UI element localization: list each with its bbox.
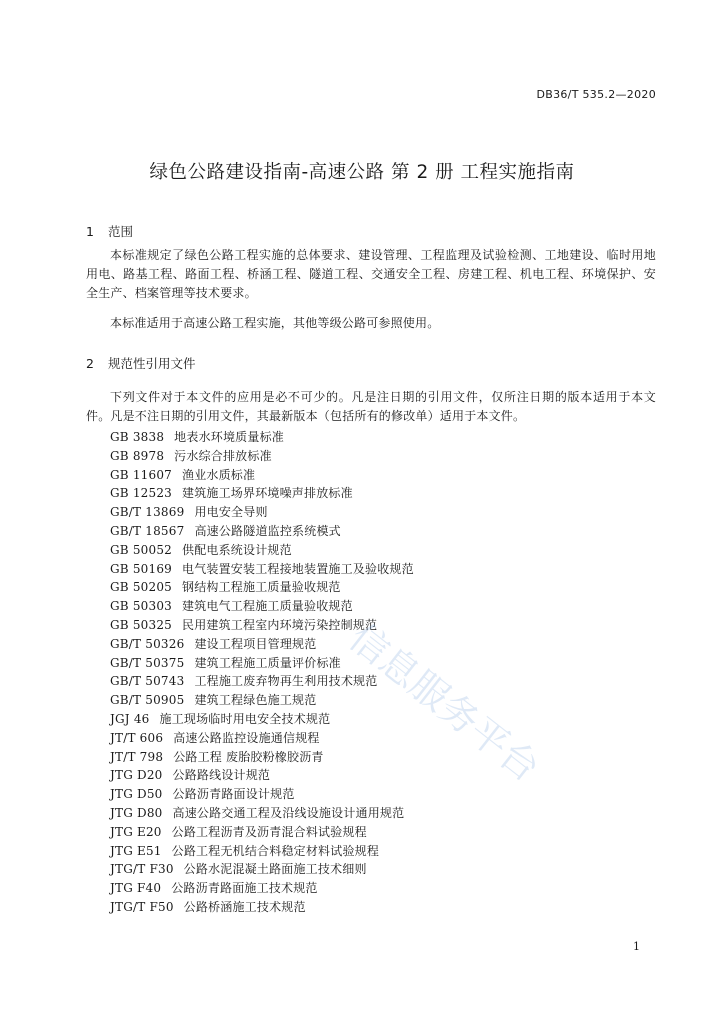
reference-item <box>110 466 414 485</box>
reference-title: 高速公路隧道监控系统模式 <box>194 523 341 538</box>
reference-item <box>110 635 414 654</box>
reference-item <box>110 710 414 729</box>
reference-item <box>110 484 414 503</box>
watermark-text: 信息服务平台 <box>341 615 548 791</box>
reference-item <box>110 804 414 823</box>
reference-item <box>110 597 414 616</box>
reference-code: JT/T 606 <box>110 730 164 745</box>
section-title: 范围 <box>108 224 134 239</box>
reference-code: GB 8978 <box>110 448 165 463</box>
reference-title: 钢结构工程施工质量验收规范 <box>182 580 341 595</box>
reference-code: GB/T 50905 <box>110 693 185 708</box>
reference-title: 供配电系统设计规范 <box>182 542 292 557</box>
reference-list <box>110 428 414 917</box>
reference-code: GB/T 18567 <box>110 523 185 538</box>
reference-title: 建筑工程施工质量评价标准 <box>194 655 341 670</box>
reference-code: GB 50052 <box>110 542 172 557</box>
reference-title: 公路路线设计规范 <box>172 768 271 783</box>
reference-title: 污水综合排放标准 <box>174 448 272 463</box>
page-number: 1 <box>633 940 640 953</box>
reference-code: GB/T 50743 <box>110 674 185 689</box>
reference-item <box>110 428 414 447</box>
reference-item <box>110 748 414 767</box>
reference-code: JTG E51 <box>110 843 162 858</box>
reference-title: 用电安全导则 <box>194 505 268 520</box>
reference-title: 渔业水质标准 <box>182 467 256 482</box>
reference-title: 建设工程项目管理规范 <box>194 636 317 651</box>
scope-paragraph-2: 本标准适用于高速公路工程实施，其他等级公路可参照使用。 <box>110 316 440 330</box>
reference-title: 建筑电气工程施工质量验收规范 <box>182 599 353 614</box>
section-number: 1 <box>86 224 94 239</box>
document-title: 绿色公路建设指南-高速公路 第 2 册 工程实施指南 <box>149 162 575 183</box>
reference-title: 建筑施工场界环境噪声排放标准 <box>182 486 353 501</box>
reference-code: JTG/T F30 <box>110 862 174 877</box>
reference-code: GB 3838 <box>110 430 165 444</box>
reference-code: GB/T 50375 <box>110 655 185 670</box>
standard-code: DB36/T 535.2—2020 <box>536 88 656 101</box>
reference-item <box>110 522 414 541</box>
reference-item <box>110 503 414 522</box>
reference-code: JTG E20 <box>110 824 162 839</box>
reference-title: 施工现场临时用电安全技术规范 <box>159 711 331 726</box>
reference-item <box>110 823 414 842</box>
reference-code: GB/T 50326 <box>110 636 185 651</box>
reference-code: JT/T 798 <box>110 749 164 764</box>
section-2-heading <box>86 354 196 372</box>
reference-item <box>110 898 414 917</box>
reference-item <box>110 766 414 785</box>
reference-code: JTG D20 <box>110 768 163 783</box>
reference-code: JTG F40 <box>110 881 162 896</box>
reference-title: 地表水环境质量标准 <box>174 430 284 444</box>
reference-item <box>110 860 414 879</box>
scope-paragraph-1: 本标准规定了绿色公路工程实施的总体要求、建设管理、工程监理及试验检测、工地建设、临时用地用电、路基工程、路面工程、桥涵工程、隧道工程、交通安全工程、房建工程、机电工程、环境保护、安全生产、档案管理等技术要求。 <box>86 248 656 301</box>
reference-title: 公路工程无机结合料稳定材料试验规程 <box>171 843 380 858</box>
reference-code: GB 50169 <box>110 561 172 576</box>
reference-item <box>110 447 414 466</box>
reference-item <box>110 879 414 898</box>
reference-title: 高速公路监控设施通信规程 <box>173 730 320 745</box>
reference-item <box>110 541 414 560</box>
reference-code: GB/T 13869 <box>110 505 185 520</box>
reference-title: 公路工程沥青及沥青混合料试验规程 <box>171 824 367 839</box>
reference-title: 公路桥涵施工技术规范 <box>183 899 306 914</box>
reference-item <box>110 560 414 579</box>
reference-item <box>110 672 414 691</box>
reference-item <box>110 616 414 635</box>
reference-code: JTG/T F50 <box>110 899 174 914</box>
reference-title: 公路沥青路面施工技术规范 <box>171 881 318 896</box>
reference-title: 公路工程 废胎胶粉橡胶沥青 <box>173 749 324 764</box>
section-1-heading <box>86 222 133 240</box>
reference-title: 工程施工废弃物再生利用技术规范 <box>194 674 378 689</box>
reference-code: GB 12523 <box>110 486 172 501</box>
reference-code: GB 11607 <box>110 467 172 482</box>
reference-title: 民用建筑工程室内环境污染控制规范 <box>182 617 378 632</box>
reference-item <box>110 842 414 861</box>
reference-item <box>110 691 414 710</box>
section-number: 2 <box>86 356 94 371</box>
reference-item <box>110 785 414 804</box>
references-intro-paragraph: 下列文件对于本文件的应用是必不可少的。凡是注日期的引用文件，仅所注日期的版本适用于本文件。凡是不注日期的引用文件，其最新版本（包括所有的修改单）适用于本文件。 <box>86 390 656 424</box>
section-title: 规范性引用文件 <box>108 356 196 371</box>
reference-code: JTG D80 <box>110 805 163 820</box>
reference-title: 电气装置安装工程接地装置施工及验收规范 <box>182 561 414 576</box>
reference-item <box>110 654 414 673</box>
reference-code: JGJ 46 <box>110 711 150 726</box>
reference-item <box>110 729 414 748</box>
reference-title: 公路沥青路面设计规范 <box>172 787 295 802</box>
reference-code: GB 50205 <box>110 580 172 595</box>
reference-title: 公路水泥混凝土路面施工技术细则 <box>183 862 367 877</box>
reference-code: GB 50303 <box>110 599 172 614</box>
reference-title: 高速公路交通工程及沿线设施设计通用规范 <box>172 805 405 820</box>
reference-code: GB 50325 <box>110 617 172 632</box>
reference-title: 建筑工程绿色施工规范 <box>194 693 317 708</box>
reference-item <box>110 578 414 597</box>
reference-code: JTG D50 <box>110 787 163 802</box>
